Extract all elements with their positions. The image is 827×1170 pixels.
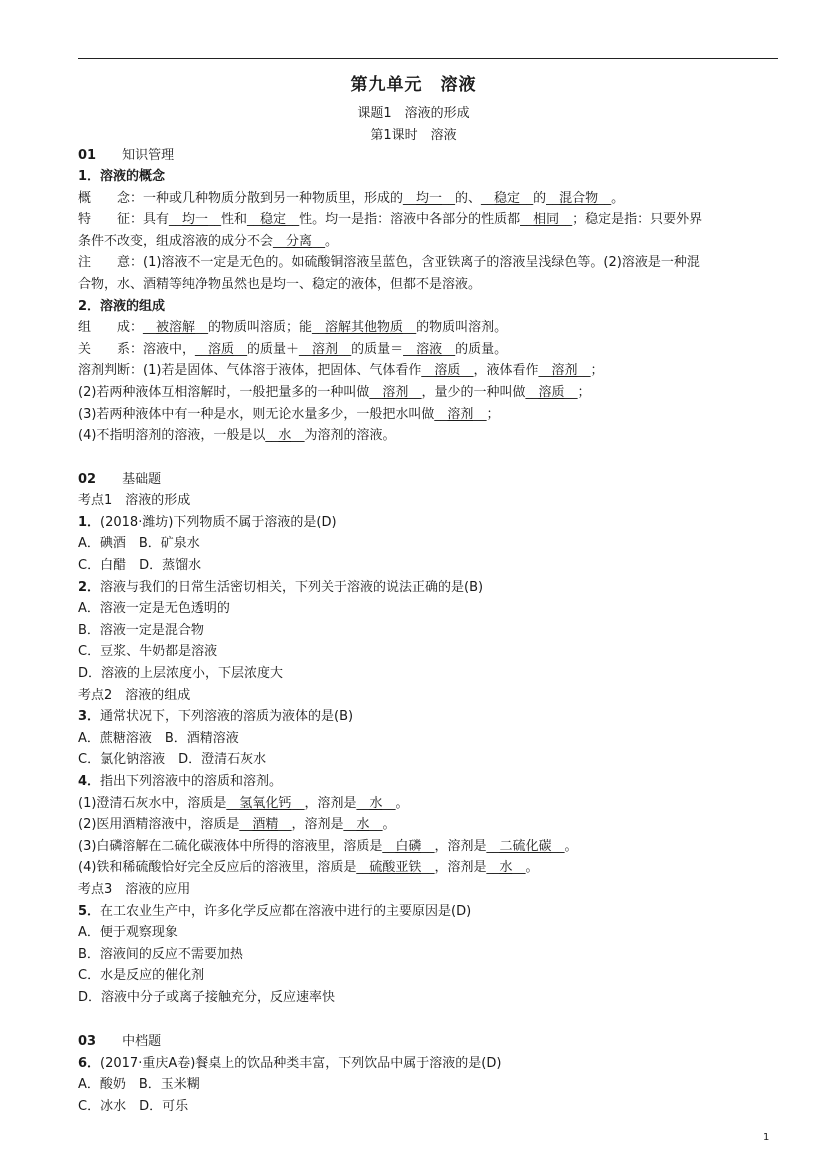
q4-part-1: (1)澄清石灰水中，溶质是__氢氧化钙__，溶剂是__水__。 [78, 796, 409, 811]
section-title: 知识管理 [122, 148, 175, 163]
q6-options-2: C．冰水 D．可乐 [78, 1099, 189, 1114]
answer-blank: 溶液 [416, 342, 443, 357]
top-rule [78, 58, 778, 59]
note-line-2: 合物，水、酒精等纯净物虽然也是均一、稳定的液体，但都不是溶液。 [78, 277, 482, 292]
heading-concept: 1．溶液的概念 [78, 169, 166, 184]
q5-option-c: C．水是反应的催化剂 [78, 968, 205, 983]
q1-options-1: A．碘酒 B．矿泉水 [78, 536, 200, 551]
answer-blank: 溶剂 [382, 385, 409, 400]
q6-options-1: A．酸奶 B．玉米糊 [78, 1077, 200, 1092]
answer-blank: 溶剂 [447, 407, 474, 422]
answer-blank: 溶剂 [551, 363, 578, 378]
answer-blank: 溶质 [434, 363, 461, 378]
feature-line-2: 条件不改变，组成溶液的成分不会__分离__。 [78, 234, 339, 249]
answer-blank: 被溶解 [156, 320, 196, 335]
period-title: 第1课时 溶液 [370, 128, 457, 143]
answer-blank: 水 [356, 817, 370, 832]
answer-blank: 硫酸亚铁 [369, 860, 422, 875]
answer-blank: 水 [499, 860, 513, 875]
note-line-1: 注 意：(1)溶液不一定是无色的。如硫酸铜溶液呈蓝色，含亚铁离子的溶液呈浅绿色等。(2)溶液是一种混 [78, 255, 700, 270]
q2-option-d: D．溶液的上层浓度小，下层浓度大 [78, 666, 284, 681]
answer-blank: 酒精 [252, 817, 279, 832]
solvent-rule-1: 溶剂判断：(1)若是固体、气体溶于液体，把固体、气体看作__溶质__，液体看作__溶剂__； [78, 363, 604, 378]
section-number: 01 [78, 148, 97, 163]
q2-option-a: A．溶液一定是无色透明的 [78, 601, 230, 616]
section-number: 02 [78, 472, 97, 487]
answer-blank: 均一 [182, 212, 209, 227]
composition-line: 组 成：__被溶解__的物质叫溶质；能__溶解其他物质__的物质叫溶剂。 [78, 320, 508, 335]
answer-blank: 溶剂 [312, 342, 339, 357]
question-6: 6．(2017·重庆A卷)餐桌上的饮品种类丰富，下列饮品中属于溶液的是(D) [78, 1056, 502, 1071]
section-01-header [78, 145, 778, 166]
section-title: 中档题 [122, 1034, 162, 1049]
relation-line: 关 系：溶液中，__溶质__的质量＋__溶剂__的质量＝__溶液__的质量。 [78, 342, 508, 357]
topic-1: 考点1 溶液的形成 [78, 493, 191, 508]
section-number: 03 [78, 1034, 97, 1049]
question-3: 3．通常状况下，下列溶液的溶质为液体的是(B) [78, 709, 354, 724]
answer-blank: 溶解其他物质 [325, 320, 404, 335]
unit-title: 第九单元 溶液 [350, 75, 477, 95]
answer-blank: 相同 [533, 212, 560, 227]
q5-option-b: B．溶液间的反应不需要加热 [78, 947, 243, 962]
answer-blank: 水 [278, 428, 292, 443]
answer-blank: 氢氧化钙 [239, 796, 292, 811]
heading-composition: 2．溶液的组成 [78, 299, 166, 314]
answer-blank: 二硫化碳 [499, 839, 552, 854]
topic-3: 考点3 溶液的应用 [78, 882, 191, 897]
question-2: 2．溶液与我们的日常生活密切相关，下列关于溶液的说法正确的是(B) [78, 580, 484, 595]
answer-blank: 溶质 [208, 342, 235, 357]
answer-blank: 分离 [286, 234, 313, 249]
q5-option-d: D．溶液中分子或离子接触充分，反应速率快 [78, 990, 336, 1005]
solvent-rule-2: (2)若两种液体互相溶解时，一般把量多的一种叫做__溶剂__，量少的一种叫做__溶质__； [78, 385, 591, 400]
answer-blank: 稳定 [494, 191, 521, 206]
q4-part-3: (3)白磷溶解在二硫化碳液体中所得的溶液里，溶质是__白磷__，溶剂是__二硫化碳__。 [78, 839, 578, 854]
answer-blank: 均一 [416, 191, 443, 206]
feature-line-1: 特 征：具有__均一__性和__稳定__性。均一是指：溶液中各部分的性质都__相同__；稳定是指：只要外界 [78, 212, 703, 227]
topic-2: 考点2 溶液的组成 [78, 688, 191, 703]
answer-blank: 水 [369, 796, 383, 811]
answer-blank: 白磷 [395, 839, 422, 854]
solvent-rule-3: (3)若两种液体中有一种是水，则无论水量多少，一般把水叫做__溶剂__； [78, 407, 500, 422]
q3-options-1: A．蔗糖溶液 B．酒精溶液 [78, 731, 239, 746]
section-02-header [78, 469, 778, 490]
section-title: 基础题 [122, 472, 162, 487]
q5-option-a: A．便于观察现象 [78, 925, 178, 940]
question-5: 5．在工农业生产中，许多化学反应都在溶液中进行的主要原因是(D) [78, 904, 472, 919]
answer-blank: 混合物 [559, 191, 599, 206]
answer-blank: 稳定 [260, 212, 287, 227]
answer-blank: 溶质 [538, 385, 565, 400]
q2-option-b: B．溶液一定是混合物 [78, 623, 204, 638]
question-1: 1．(2018·潍坊)下列物质不属于溶液的是(D) [78, 515, 337, 530]
q2-option-c: C．豆浆、牛奶都是溶液 [78, 644, 218, 659]
q4-part-4: (4)铁和稀硫酸恰好完全反应后的溶液里，溶质是__硫酸亚铁__，溶剂是__水__。 [78, 860, 539, 875]
q4-part-2: (2)医用酒精溶液中，溶质是__酒精__，溶剂是__水__。 [78, 817, 396, 832]
definition-line: 概 念：一种或几种物质分散到另一种物质里，形成的__均一__的、__稳定__的__混合物__。 [78, 191, 625, 206]
lesson-title: 课题1 溶液的形成 [357, 106, 470, 121]
section-03-header [78, 1031, 778, 1052]
q3-options-2: C．氯化钠溶液 D．澄清石灰水 [78, 752, 267, 767]
page-number: 1 [763, 1132, 770, 1143]
solvent-rule-4: (4)不指明溶剂的溶液，一般是以__水__为溶剂的溶液。 [78, 428, 396, 443]
q1-options-2: C．白醋 D．蒸馏水 [78, 558, 202, 573]
question-4: 4．指出下列溶液中的溶质和溶剂。 [78, 774, 283, 789]
